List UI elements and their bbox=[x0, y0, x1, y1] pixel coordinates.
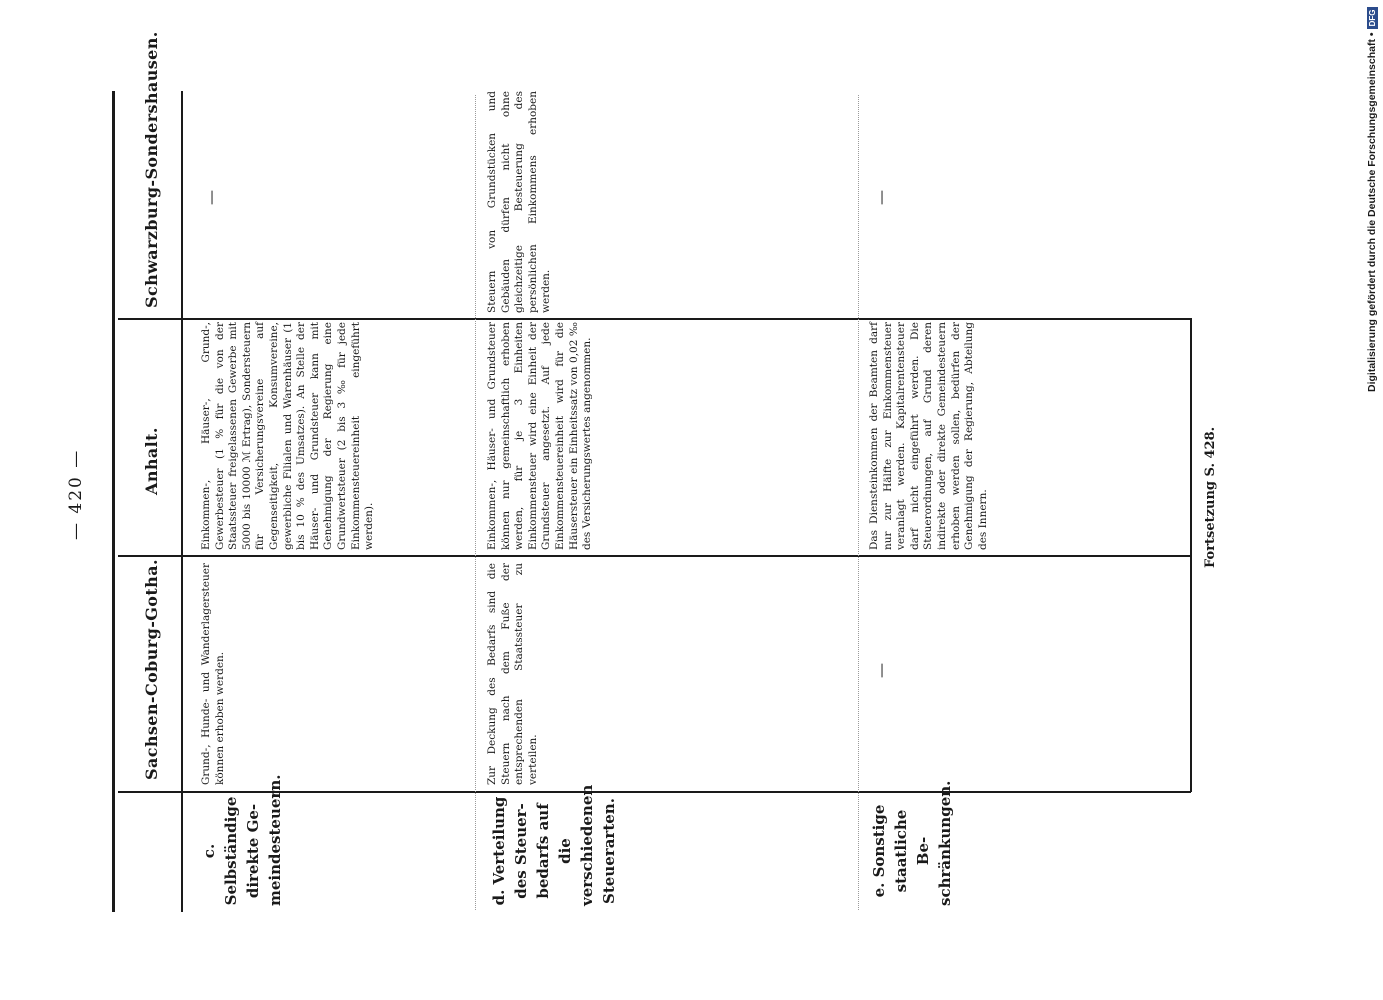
row-label-c-text: c. Selbständige direkte Ge- meindesteuern. bbox=[200, 774, 284, 906]
cell-c-sachsen-coburg-gotha: Grund-, Hunde- und Wanderlagersteuer können erhoben werden. bbox=[200, 563, 226, 785]
row-divider-c-d bbox=[475, 95, 476, 910]
credit-text: Digitalisierung gefördert durch die Deutsche Forschungsgemeinschaft • bbox=[1366, 32, 1378, 392]
cell-d-sachsen-coburg-gotha: Zur Deckung des Bedarfs sind die Steuern nach dem Fuße der entsprechenden Staatssteuer zu verteilen. bbox=[486, 563, 539, 785]
row-label-d bbox=[488, 784, 620, 906]
row-label-e bbox=[868, 780, 956, 906]
dfg-logo: DFG bbox=[1367, 7, 1378, 30]
cell-e-sachsen-coburg-gotha: — bbox=[872, 663, 890, 678]
cell-c-anhalt: Einkommen-, Häuser-, Grund-, Gewerbesteuer (1 % für die von der Staatssteuer freigelassenen Gewerbe mit 5000 bis 10000 ℳ Ertrag), Sondersteuern für Versicherungsvereine auf Gegenseitigkeit, Konsumvereine, gewerbliche Filialen und Warenhäuser (1 bis 10 % des Umsatzes). An Stelle der Häuser- und Grundsteuer kann mit Genehmigung der Regierung eine Grundwertsteuer (2 bis 3 ‰ für jede Einkommensteuereinheit eingeführt werden). bbox=[200, 322, 376, 550]
row-divider-d-e bbox=[858, 95, 859, 910]
continuation-note: Fortsetzung S. 428. bbox=[1203, 426, 1218, 568]
row-label-d-text: d. Verteilung des Steuer- bedarfs auf die verschiedenen Steuerarten. bbox=[490, 784, 618, 906]
column-header-sachsen-coburg-gotha: Sachsen-Coburg-Gotha. bbox=[142, 559, 161, 780]
row-label-e-text: e. Sonstige staatliche Be- schränkungen. bbox=[870, 780, 954, 906]
cell-d-anhalt: Einkommen-, Häuser- und Grundsteuer können nur gemeinschaftlich erhoben werden, für je 3 Einheiten Einkommensteuer wird eine Einheit der Grundsteuer angesetzt. Auf jede Einkommensteuereinheit wird für die Häusersteuer ein Einheitssatz von 0,02 ‰ des Versicherungswertes angenommen. bbox=[486, 322, 594, 550]
cell-e-anhalt: Das Diensteinkommen der Beamten darf nur zur Hälfte zur Einkommensteuer veranlagt werden. Kapitalrentensteuer darf nicht eingeführt werden. Die Steuerordnungen, auf Grund deren indirekte oder direkte Gemeindesteuern erhoben werden sollen, bedürfen der Genehmigung der Regierung, Abteilung des Innern. bbox=[868, 322, 989, 550]
column-header-anhalt: Anhalt. bbox=[142, 427, 161, 495]
rule-sachsen-anhalt bbox=[118, 555, 1191, 557]
header-bottom-rule bbox=[181, 91, 183, 912]
cell-d-schwarzburg-sondershausen: Steuern von Grundstücken und Gebäuden dürfen nicht ohne gleichzeitige Besteuerung des persönlichen Einkommens erhoben werden. bbox=[486, 91, 553, 313]
table-top-rule bbox=[112, 91, 115, 912]
digitization-credit bbox=[1366, 7, 1378, 392]
column-header-schwarzburg-sondershausen: Schwarzburg-Sondershausen. bbox=[142, 31, 161, 308]
rule-anhalt-schwarzburg bbox=[118, 318, 1191, 320]
cell-e-schwarzburg-sondershausen: — bbox=[872, 190, 890, 205]
cell-c-schwarzburg-sondershausen: — bbox=[202, 190, 220, 205]
row-label-c bbox=[198, 774, 286, 906]
page-number: — 420 — bbox=[66, 448, 86, 540]
